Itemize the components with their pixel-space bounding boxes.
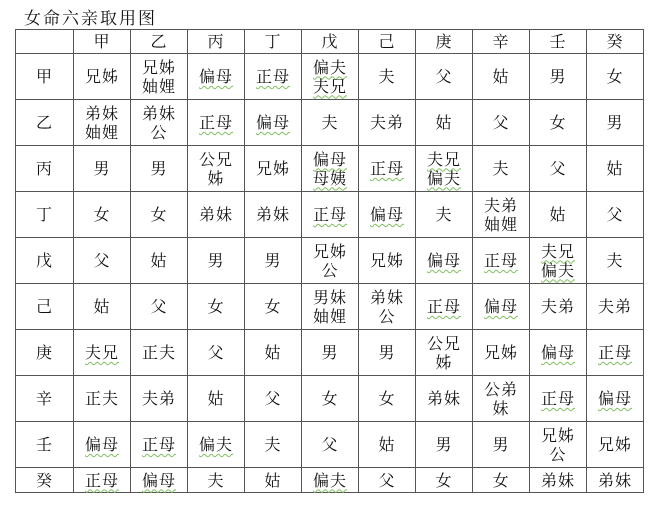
relation-text: 女 (435, 470, 453, 490)
relation-text: 姑 (264, 343, 282, 362)
row-header: 己 (16, 284, 74, 330)
relation-cell (473, 238, 530, 284)
relation-cell (587, 238, 644, 284)
relation-text: 兄姊 (540, 425, 575, 445)
relation-cell (302, 376, 359, 422)
relation-text: 偏夫 (198, 435, 233, 454)
page-title: 女命六亲取用图 (24, 9, 157, 29)
table-row (16, 192, 644, 238)
relation-cell (530, 376, 587, 422)
relation-text: 兄姊 (483, 343, 518, 362)
relation-text: 父 (150, 297, 168, 316)
relation-cell (302, 330, 359, 376)
relation-cell (131, 238, 188, 284)
relation-cell (188, 192, 245, 238)
table-row (16, 146, 644, 192)
relation-text: 父 (207, 343, 225, 362)
relation-text: 姑 (93, 297, 111, 316)
relation-text: 兄姊 (597, 435, 632, 454)
relation-text: 夫 (435, 205, 453, 224)
relation-text: 公 (378, 306, 396, 326)
relation-text: 女 (321, 389, 339, 408)
relation-text: 夫弟 (369, 113, 404, 132)
relation-text: 妯娌 (312, 306, 347, 326)
relation-cell (302, 54, 359, 100)
relation-cell (587, 422, 644, 468)
relation-text: 姑 (435, 113, 453, 132)
relation-text: 女 (492, 470, 510, 490)
relation-text: 男 (435, 435, 453, 454)
relation-text: 兄姊 (312, 241, 347, 261)
relation-text: 夫 (264, 435, 282, 454)
relation-cell (131, 100, 188, 146)
relation-text: 女 (264, 297, 282, 316)
relation-text: 偏母 (597, 389, 632, 408)
relation-text: 父 (549, 159, 567, 178)
relation-cell (188, 422, 245, 468)
relation-text: 父 (378, 470, 396, 490)
column-header-9: 壬 (530, 30, 587, 54)
relation-cell (302, 238, 359, 284)
relation-text: 正母 (369, 159, 404, 178)
relation-cell (245, 376, 302, 422)
row-header: 戊 (16, 238, 74, 284)
relation-cell (74, 238, 131, 284)
relation-text: 弟妹 (426, 389, 461, 408)
relation-cell (473, 146, 530, 192)
relation-text: 父 (606, 205, 624, 224)
relation-cell (245, 284, 302, 330)
relation-cell (131, 54, 188, 100)
relation-cell (530, 54, 587, 100)
relation-cell (74, 330, 131, 376)
relation-text: 女 (150, 205, 168, 224)
relation-text: 弟妹 (84, 103, 119, 123)
row-header: 乙 (16, 100, 74, 146)
header-row (16, 30, 644, 54)
relation-cell (359, 330, 416, 376)
relation-cell (473, 54, 530, 100)
table-row (16, 468, 644, 493)
relation-text: 正母 (84, 470, 119, 490)
relation-cell (530, 146, 587, 192)
relation-text: 男 (549, 67, 567, 86)
relation-cell (416, 146, 473, 192)
table-row (16, 238, 644, 284)
relation-cell (131, 376, 188, 422)
relation-text: 妯娌 (84, 122, 119, 142)
relation-cell (530, 192, 587, 238)
row-header: 丁 (16, 192, 74, 238)
relation-text: 妯娌 (141, 76, 176, 96)
relation-cell (359, 284, 416, 330)
relation-text: 正母 (540, 389, 575, 408)
relation-text: 姑 (549, 205, 567, 224)
relation-text: 夫弟 (540, 297, 575, 316)
relation-text: 正母 (198, 113, 233, 132)
relation-cell (416, 238, 473, 284)
relation-cell (74, 468, 131, 493)
relation-cell (74, 376, 131, 422)
relation-text: 姑 (264, 470, 282, 490)
relation-text: 兄姊 (369, 251, 404, 270)
relation-cell (131, 330, 188, 376)
corner-cell (16, 30, 74, 54)
relation-text: 公兄 (198, 149, 233, 169)
row-header: 辛 (16, 376, 74, 422)
relation-cell (530, 330, 587, 376)
relation-text: 弟妹 (141, 103, 176, 123)
table-row (16, 100, 644, 146)
relation-text: 姑 (606, 159, 624, 178)
relation-cell (530, 468, 587, 493)
relation-text: 夫 (207, 470, 225, 490)
relation-cell (302, 284, 359, 330)
relation-cell (359, 238, 416, 284)
column-header-3: 丙 (188, 30, 245, 54)
relation-text: 夫弟 (483, 195, 518, 215)
relation-text: 夫弟 (141, 389, 176, 408)
relation-cell (245, 192, 302, 238)
relation-cell (188, 146, 245, 192)
relation-text: 夫 (321, 113, 339, 132)
relation-cell (188, 468, 245, 493)
relation-cell (416, 422, 473, 468)
relation-cell (416, 376, 473, 422)
relation-cell (473, 468, 530, 493)
relation-cell (74, 146, 131, 192)
relation-text: 男 (492, 435, 510, 454)
relation-text: 夫兄 (426, 149, 461, 169)
column-header-5: 戊 (302, 30, 359, 54)
relation-text: 偏母 (84, 435, 119, 454)
relation-text: 父 (321, 435, 339, 454)
relation-text: 姑 (378, 435, 396, 454)
relation-text: 偏母 (426, 251, 461, 270)
relation-text: 弟妹 (198, 205, 233, 224)
relation-cell (131, 192, 188, 238)
relation-text: 偏夫 (426, 168, 461, 188)
relation-text: 正夫 (84, 389, 119, 408)
row-header: 甲 (16, 54, 74, 100)
relation-cell (473, 422, 530, 468)
relation-text: 夫兄 (540, 241, 575, 261)
column-header-7: 庚 (416, 30, 473, 54)
relation-cell (530, 238, 587, 284)
relation-cell (473, 100, 530, 146)
relation-text: 正母 (141, 435, 176, 454)
relation-cell (131, 284, 188, 330)
relation-cell (74, 422, 131, 468)
relation-text: 正母 (312, 205, 347, 224)
relation-cell (587, 284, 644, 330)
relation-text: 正母 (255, 67, 290, 86)
relation-cell (359, 376, 416, 422)
relation-cell (188, 100, 245, 146)
relation-cell (359, 192, 416, 238)
column-header-1: 甲 (74, 30, 131, 54)
relation-text: 公弟 (483, 379, 518, 399)
column-header-2: 乙 (131, 30, 188, 54)
relation-text: 男 (606, 113, 624, 132)
relation-text: 夫 (492, 159, 510, 178)
relation-text: 父 (492, 113, 510, 132)
relation-text: 弟妹 (540, 470, 575, 490)
relation-text: 正母 (426, 297, 461, 316)
column-header-4: 丁 (245, 30, 302, 54)
relation-text: 女 (207, 297, 225, 316)
relation-cell (188, 284, 245, 330)
relation-text: 偏母 (369, 205, 404, 224)
relation-cell (359, 54, 416, 100)
relation-text: 偏母 (141, 470, 176, 490)
row-header: 庚 (16, 330, 74, 376)
relation-text: 夫兄 (84, 343, 119, 362)
relation-cell (302, 192, 359, 238)
relation-cell (245, 422, 302, 468)
relation-cell (473, 192, 530, 238)
relation-cell (359, 422, 416, 468)
relation-text: 偏夫 (312, 470, 347, 490)
column-header-10: 癸 (587, 30, 644, 54)
relation-text: 男 (93, 159, 111, 178)
table-row (16, 284, 644, 330)
relation-cell (587, 54, 644, 100)
relation-cell (245, 146, 302, 192)
relation-text: 公兄 (426, 333, 461, 353)
relation-cell (74, 192, 131, 238)
relation-text: 男 (321, 343, 339, 362)
relation-cell (473, 330, 530, 376)
relation-cell (188, 376, 245, 422)
relation-text: 妯娌 (483, 214, 518, 234)
relation-cell (530, 100, 587, 146)
relation-text: 偏母 (198, 67, 233, 86)
relation-cell (74, 54, 131, 100)
relation-cell (302, 468, 359, 493)
relation-cell (245, 54, 302, 100)
relation-cell (416, 192, 473, 238)
table-row (16, 422, 644, 468)
relation-cell (587, 376, 644, 422)
relation-cell (587, 192, 644, 238)
relation-cell (530, 284, 587, 330)
relation-text: 夫 (378, 67, 396, 86)
relation-text: 姊 (435, 352, 453, 372)
relation-text: 夫兄 (312, 76, 347, 96)
relation-cell (416, 330, 473, 376)
relation-text: 正母 (483, 251, 518, 270)
relation-text: 男 (264, 251, 282, 270)
relation-text: 女 (378, 389, 396, 408)
relation-cell (359, 146, 416, 192)
relation-cell (245, 238, 302, 284)
relation-cell (188, 330, 245, 376)
row-header: 丙 (16, 146, 74, 192)
relation-text: 女 (93, 205, 111, 224)
row-header: 癸 (16, 468, 74, 493)
relation-cell (416, 100, 473, 146)
relation-text: 偏母 (312, 149, 347, 169)
relation-text: 夫弟 (597, 297, 632, 316)
relation-cell (416, 54, 473, 100)
relation-cell (74, 100, 131, 146)
relation-text: 弟妹 (255, 205, 290, 224)
relation-cell (587, 146, 644, 192)
relation-text: 正母 (597, 343, 632, 362)
relation-cell (359, 100, 416, 146)
relation-text: 男 (150, 159, 168, 178)
table-row (16, 376, 644, 422)
relation-text: 公 (150, 122, 168, 142)
relation-text: 女 (549, 113, 567, 132)
relation-cell (416, 468, 473, 493)
column-header-6: 己 (359, 30, 416, 54)
relation-text: 偏母 (540, 343, 575, 362)
relation-cell (530, 422, 587, 468)
relation-cell (302, 100, 359, 146)
relation-text: 父 (264, 389, 282, 408)
relation-text: 公 (549, 444, 567, 464)
relation-cell (245, 468, 302, 493)
relation-cell (188, 54, 245, 100)
relation-text: 母姨 (312, 168, 347, 188)
relation-text: 姑 (492, 67, 510, 86)
relation-text: 男 (378, 343, 396, 362)
relation-cell (131, 146, 188, 192)
relation-text: 妹 (492, 398, 510, 418)
relation-text: 姑 (150, 251, 168, 270)
row-header: 壬 (16, 422, 74, 468)
relation-text: 弟妹 (369, 287, 404, 307)
relation-cell (473, 284, 530, 330)
table-row (16, 330, 644, 376)
relation-text: 弟妹 (597, 470, 632, 490)
relation-text: 偏母 (483, 297, 518, 316)
relation-text: 父 (93, 251, 111, 270)
relation-cell (473, 376, 530, 422)
relation-text: 正夫 (141, 343, 176, 362)
relation-cell (245, 330, 302, 376)
relations-table (15, 29, 644, 493)
relation-cell (131, 468, 188, 493)
relation-cell (587, 330, 644, 376)
relation-text: 兄姊 (255, 159, 290, 178)
relation-cell (131, 422, 188, 468)
relation-cell (587, 100, 644, 146)
relation-text: 姊 (207, 168, 225, 188)
column-header-8: 辛 (473, 30, 530, 54)
relation-text: 兄姊 (84, 67, 119, 86)
relation-cell (587, 468, 644, 493)
table-row (16, 54, 644, 100)
relation-cell (245, 100, 302, 146)
relation-text: 夫 (606, 251, 624, 270)
relation-cell (74, 284, 131, 330)
relation-cell (188, 238, 245, 284)
relation-text: 兄姊 (141, 57, 176, 77)
relation-cell (359, 468, 416, 493)
relation-text: 父 (435, 67, 453, 86)
relation-cell (302, 146, 359, 192)
relation-cell (302, 422, 359, 468)
relation-text: 女 (606, 67, 624, 86)
relation-text: 男 (207, 251, 225, 270)
relation-text: 公 (321, 260, 339, 280)
relation-text: 偏夫 (540, 260, 575, 280)
relation-text: 偏母 (255, 113, 290, 132)
relation-text: 偏夫 (312, 57, 347, 77)
relation-text: 姑 (207, 389, 225, 408)
relation-text: 男妹 (312, 287, 347, 307)
relation-cell (416, 284, 473, 330)
